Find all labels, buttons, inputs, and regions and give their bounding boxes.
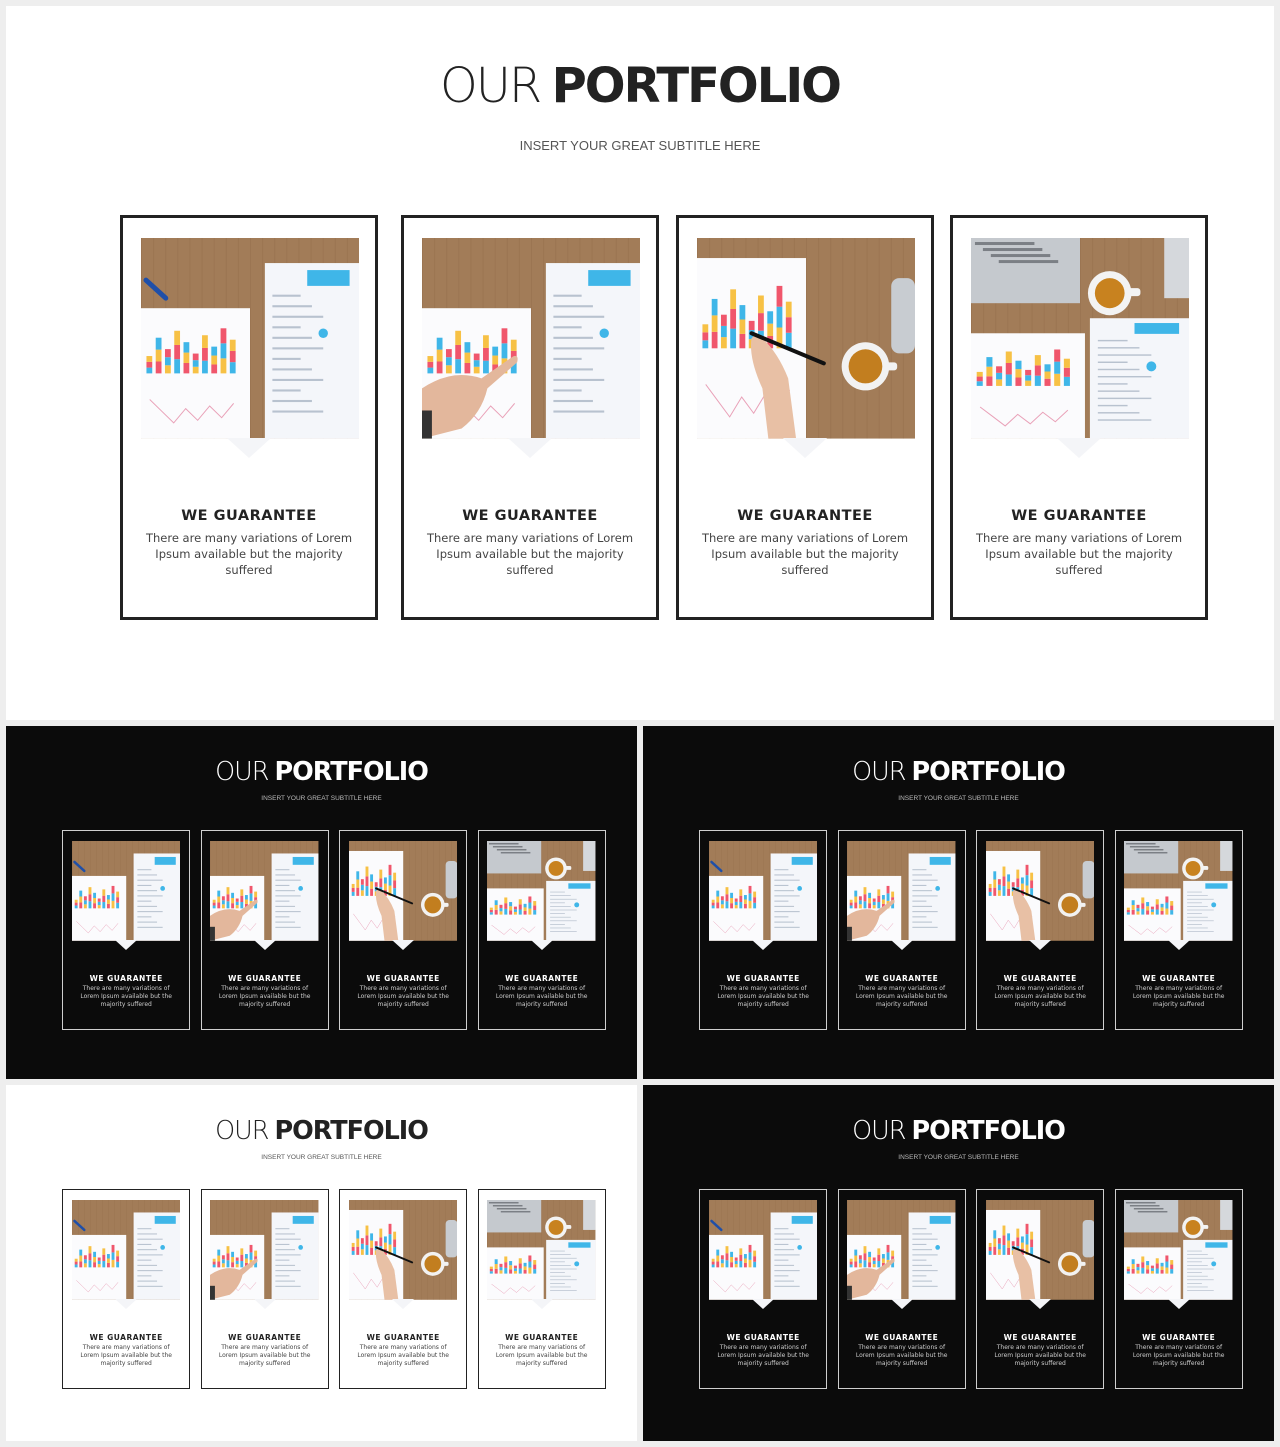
portfolio-card[interactable] — [201, 830, 329, 1030]
card-title: WE GUARANTEE — [462, 508, 598, 524]
portfolio-card[interactable] — [838, 1189, 966, 1389]
card-title: WE GUARANTEE — [1142, 974, 1216, 983]
card-title: WE GUARANTEE — [89, 974, 163, 983]
card-title: WE GUARANTEE — [181, 508, 317, 524]
card-title: WE GUARANTEE — [89, 1333, 163, 1342]
photo-pointer — [1029, 1299, 1051, 1309]
title-bold-word: PORTFOLIO — [911, 1115, 1065, 1145]
card-photo-hand-writing-coffee — [986, 841, 1094, 941]
card-description: There are many variations of Lorem Ipsum available but the majority suffered — [218, 985, 311, 1008]
card-description: There are many variations of Lorem Ipsum available but the majority suffered — [855, 1344, 948, 1367]
portfolio-card[interactable] — [401, 215, 659, 620]
portfolio-card[interactable] — [976, 830, 1104, 1030]
card-photo-hand-pointing-chart — [847, 1200, 955, 1300]
photo-pointer — [254, 940, 276, 950]
card-description: There are many variations of Lorem Ipsum available but the majority suffered — [1132, 1344, 1225, 1367]
photo-pointer — [531, 940, 553, 950]
slide-subtitle: INSERT YOUR GREAT SUBTITLE HERE — [261, 1154, 382, 1161]
photo-pointer — [783, 438, 827, 458]
portfolio-card[interactable] — [976, 1189, 1104, 1389]
card-description: There are many variations of Lorem Ipsum available but the majority suffered — [717, 1344, 809, 1367]
portfolio-card[interactable] — [699, 1189, 827, 1389]
title-light-word: OUR — [440, 58, 541, 114]
card-description: There are many variations of Lorem Ipsum available but the majority suffered — [218, 1344, 311, 1367]
card-photo-hand-writing-coffee — [349, 1200, 457, 1300]
slide-title — [6, 58, 1274, 114]
card-description: There are many variations of Lorem Ipsum available but the majority suffered — [1132, 985, 1225, 1008]
card-title: WE GUARANTEE — [726, 974, 800, 983]
card-photo-desk-charts-pen — [72, 841, 180, 941]
card-description: There are many variations of Lorem Ipsum available but the majority suffered — [717, 985, 809, 1008]
photo-pointer — [891, 940, 913, 950]
card-description: There are many variations of Lorem Ipsum available but the majority suffered — [145, 531, 353, 577]
title-light-word: OUR — [215, 756, 269, 786]
card-title: WE GUARANTEE — [726, 1333, 800, 1342]
card-description: There are many variations of Lorem Ipsum available but the majority suffered — [994, 1344, 1086, 1367]
card-description: There are many variations of Lorem Ipsum available but the majority suffered — [701, 531, 909, 577]
card-photo-laptop-coffee-charts — [971, 238, 1189, 439]
title-bold-word: PORTFOLIO — [274, 756, 428, 786]
card-photo-desk-charts-pen — [72, 1200, 180, 1300]
portfolio-card[interactable] — [950, 215, 1208, 620]
photo-pointer — [1029, 940, 1051, 950]
card-title: WE GUARANTEE — [228, 1333, 302, 1342]
photo-pointer — [392, 1299, 414, 1309]
card-photo-laptop-coffee-charts — [1124, 841, 1232, 941]
card-photo-desk-charts-pen — [141, 238, 359, 439]
photo-pointer — [752, 1299, 774, 1309]
photo-pointer — [531, 1299, 553, 1309]
title-light-word: OUR — [852, 1115, 906, 1145]
slide-subtitle: INSERT YOUR GREAT SUBTITLE HERE — [519, 138, 761, 153]
slide-title — [643, 1115, 1274, 1146]
card-title: WE GUARANTEE — [505, 1333, 579, 1342]
card-description: There are many variations of Lorem Ipsum available but the majority suffered — [357, 1344, 449, 1367]
photo-pointer — [115, 940, 137, 950]
card-photo-hand-pointing-chart — [847, 841, 955, 941]
portfolio-card[interactable] — [478, 830, 606, 1030]
portfolio-card[interactable] — [62, 1189, 190, 1389]
slide-dark-left — [6, 726, 637, 1079]
slide-light-small — [6, 1085, 637, 1441]
photo-pointer — [1168, 1299, 1190, 1309]
portfolio-card[interactable] — [339, 1189, 467, 1389]
photo-pointer — [227, 438, 271, 458]
card-title: WE GUARANTEE — [228, 974, 302, 983]
slide-title — [643, 756, 1274, 787]
photo-pointer — [508, 438, 552, 458]
photo-pointer — [1168, 940, 1190, 950]
slide-dark-right — [643, 726, 1274, 1079]
card-description: There are many variations of Lorem Ipsum available but the majority suffered — [426, 531, 634, 577]
card-photo-hand-pointing-chart — [422, 238, 640, 439]
card-description: There are many variations of Lorem Ipsum available but the majority suffered — [994, 985, 1086, 1008]
title-light-word: OUR — [215, 1115, 269, 1145]
slide-title — [6, 756, 637, 787]
card-photo-laptop-coffee-charts — [487, 841, 595, 941]
portfolio-card[interactable] — [478, 1189, 606, 1389]
portfolio-card[interactable] — [1115, 1189, 1243, 1389]
card-photo-hand-writing-coffee — [697, 238, 915, 439]
card-title: WE GUARANTEE — [1003, 974, 1077, 983]
card-photo-hand-pointing-chart — [210, 1200, 318, 1300]
card-description: There are many variations of Lorem Ipsum available but the majority suffered — [80, 1344, 172, 1367]
card-title: WE GUARANTEE — [1011, 508, 1147, 524]
portfolio-card[interactable] — [1115, 830, 1243, 1030]
card-title: WE GUARANTEE — [865, 1333, 939, 1342]
card-title: WE GUARANTEE — [737, 508, 873, 524]
card-title: WE GUARANTEE — [865, 974, 939, 983]
card-title: WE GUARANTEE — [366, 1333, 440, 1342]
card-description: There are many variations of Lorem Ipsum available but the majority suffered — [495, 985, 588, 1008]
card-title: WE GUARANTEE — [366, 974, 440, 983]
card-title: WE GUARANTEE — [1003, 1333, 1077, 1342]
card-description: There are many variations of Lorem Ipsum available but the majority suffered — [80, 985, 172, 1008]
portfolio-card[interactable] — [62, 830, 190, 1030]
card-description: There are many variations of Lorem Ipsum available but the majority suffered — [855, 985, 948, 1008]
slide-title — [6, 1115, 637, 1146]
title-bold-word: PORTFOLIO — [551, 58, 840, 114]
slide-subtitle: INSERT YOUR GREAT SUBTITLE HERE — [898, 1154, 1019, 1161]
card-photo-hand-writing-coffee — [349, 841, 457, 941]
portfolio-card[interactable] — [120, 215, 378, 620]
slide-subtitle: INSERT YOUR GREAT SUBTITLE HERE — [898, 795, 1019, 802]
photo-pointer — [254, 1299, 276, 1309]
title-bold-word: PORTFOLIO — [274, 1115, 428, 1145]
photo-pointer — [392, 940, 414, 950]
slide-dark-bottom — [643, 1085, 1274, 1441]
card-title: WE GUARANTEE — [505, 974, 579, 983]
portfolio-card[interactable] — [339, 830, 467, 1030]
card-description: There are many variations of Lorem Ipsum available but the majority suffered — [495, 1344, 588, 1367]
card-photo-hand-writing-coffee — [986, 1200, 1094, 1300]
card-photo-laptop-coffee-charts — [487, 1200, 595, 1300]
slide-main — [6, 6, 1274, 720]
card-photo-hand-pointing-chart — [210, 841, 318, 941]
photo-pointer — [115, 1299, 137, 1309]
photo-pointer — [752, 940, 774, 950]
portfolio-card[interactable] — [699, 830, 827, 1030]
card-description: There are many variations of Lorem Ipsum available but the majority suffered — [357, 985, 449, 1008]
photo-pointer — [891, 1299, 913, 1309]
card-title: WE GUARANTEE — [1142, 1333, 1216, 1342]
card-photo-desk-charts-pen — [709, 1200, 817, 1300]
portfolio-card[interactable] — [676, 215, 934, 620]
card-description: There are many variations of Lorem Ipsum available but the majority suffered — [975, 531, 1183, 577]
photo-pointer — [1057, 438, 1101, 458]
title-light-word: OUR — [852, 756, 906, 786]
title-bold-word: PORTFOLIO — [911, 756, 1065, 786]
card-photo-laptop-coffee-charts — [1124, 1200, 1232, 1300]
slide-subtitle: INSERT YOUR GREAT SUBTITLE HERE — [261, 795, 382, 802]
card-photo-desk-charts-pen — [709, 841, 817, 941]
portfolio-card[interactable] — [201, 1189, 329, 1389]
portfolio-card[interactable] — [838, 830, 966, 1030]
